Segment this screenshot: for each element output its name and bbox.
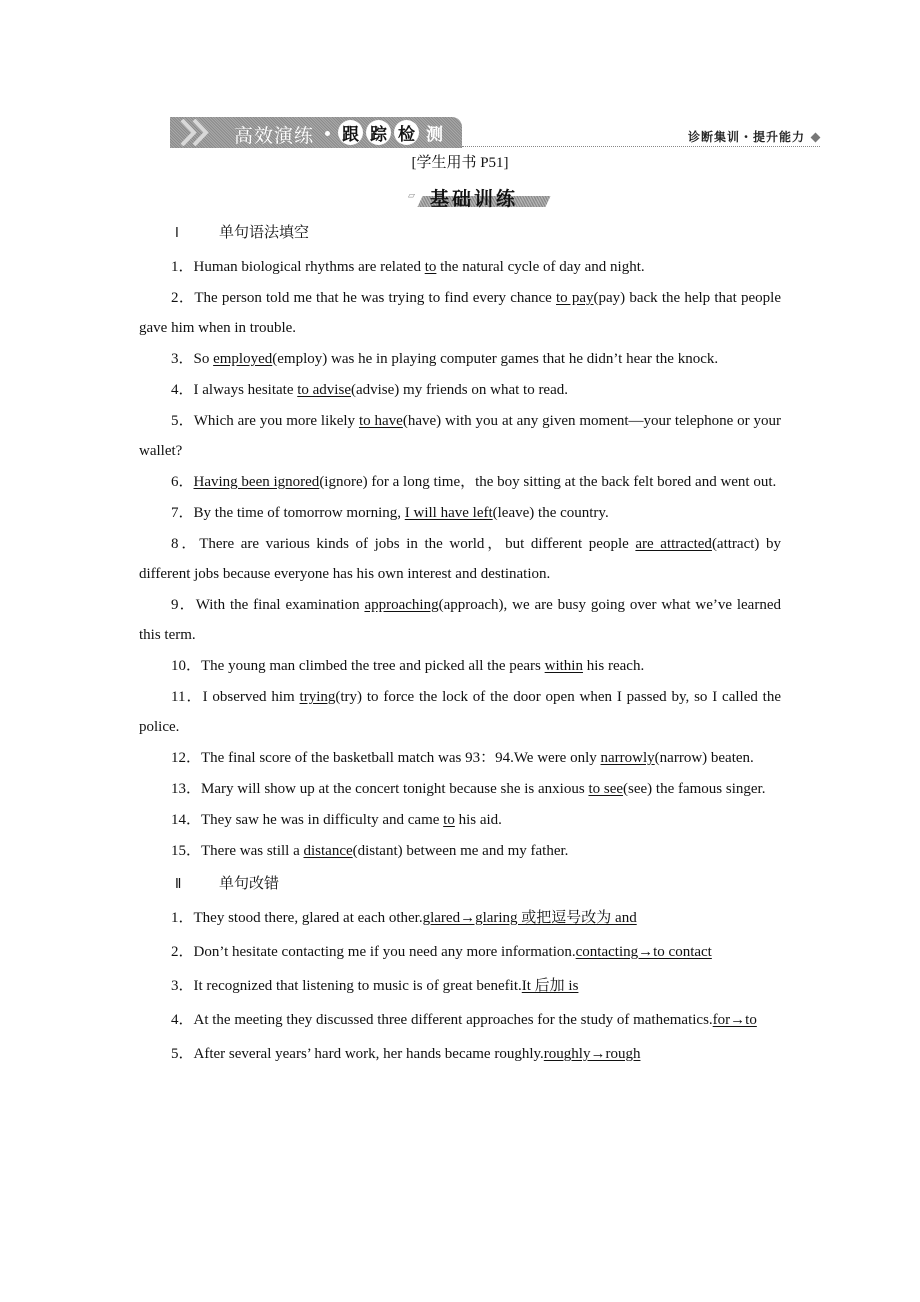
item-answer: employed xyxy=(213,351,273,367)
item-number: 9． xyxy=(171,597,196,613)
item-answer: roughly→rough xyxy=(543,1046,641,1062)
item-text: They saw he was in difficulty and came xyxy=(201,812,444,828)
item-text: (leave) the country. xyxy=(492,505,609,521)
exercise-item xyxy=(139,375,781,405)
item-number: 11． xyxy=(171,689,203,705)
item-text: (approach), we are busy going over what we’ve learned this term. xyxy=(139,597,781,643)
item-text: There are various kinds of jobs in the world，but different people xyxy=(199,536,636,552)
item-text: his reach. xyxy=(582,658,645,674)
double-chevron-icon xyxy=(178,119,218,146)
tag-icon: ▱ xyxy=(408,190,415,200)
item-answer: Having been ignored xyxy=(193,474,320,490)
exercise-item xyxy=(139,252,781,282)
exercise-item xyxy=(139,406,781,466)
item-answer: It 后加 is xyxy=(521,978,579,994)
item-text: Human biological rhythms are related xyxy=(193,259,425,275)
circled-char: 测 xyxy=(426,125,443,145)
book-reference: [学生用书 P51] xyxy=(411,155,509,171)
item-answer: for→to xyxy=(712,1012,757,1028)
header-right-text: 诊断集训・提升能力 xyxy=(688,130,806,144)
section-heading xyxy=(139,221,781,243)
item-answer: contacting→to contact xyxy=(575,944,712,960)
banner-circled-title xyxy=(338,120,447,145)
item-number: 3． xyxy=(171,978,194,994)
item-text: his aid. xyxy=(454,812,502,828)
item-answer: narrowly xyxy=(600,750,655,766)
separator-dot xyxy=(325,131,330,136)
section-title: 单句改错 xyxy=(219,874,280,892)
item-answer: to have xyxy=(358,413,403,429)
section-numeral: Ⅱ xyxy=(175,877,182,892)
item-text: There was still a xyxy=(201,843,304,859)
item-text: (see) the famous singer. xyxy=(623,781,766,797)
section-numeral: Ⅰ xyxy=(175,226,179,241)
item-text: So xyxy=(193,351,214,367)
item-text: The person told me that he was trying to find every chance xyxy=(194,290,557,306)
circled-char: 检 xyxy=(394,120,419,145)
item-text: (attract) by different jobs because everyone has his own interest and destination. xyxy=(139,536,781,582)
item-text: By the time of tomorrow morning, xyxy=(193,505,405,521)
exercise-item xyxy=(139,1039,781,1069)
item-number: 1． xyxy=(171,910,194,926)
exercise-content xyxy=(139,221,781,1070)
item-answer: distance xyxy=(303,843,353,859)
item-number: 14． xyxy=(171,812,202,828)
item-text: At the meeting they discussed three different approaches for the study of mathematics. xyxy=(193,1012,713,1028)
item-text: (employ) was he in playing computer games that he didn’t hear the knock. xyxy=(272,351,719,367)
item-text: Which are you more likely xyxy=(193,413,359,429)
exercise-item xyxy=(139,903,781,933)
exercise-item xyxy=(139,774,781,804)
item-text: (have) with you at any given moment—your telephone or your wallet? xyxy=(139,413,781,459)
item-number: 4． xyxy=(171,1012,194,1028)
section-banner xyxy=(408,184,550,210)
item-text: (narrow) beaten. xyxy=(654,750,754,766)
item-answer: are attracted xyxy=(635,536,712,552)
exercise-item xyxy=(139,344,781,374)
item-answer: to advise xyxy=(297,382,351,398)
exercise-item xyxy=(139,529,781,589)
section-heading xyxy=(139,872,781,894)
item-number: 4． xyxy=(171,382,194,398)
section-1-items xyxy=(139,252,781,866)
diamond-icon xyxy=(811,133,821,143)
section-2-items xyxy=(139,903,781,1069)
item-text: (distant) between me and my father. xyxy=(352,843,569,859)
exercise-item xyxy=(139,498,781,528)
exercise-item xyxy=(139,283,781,343)
item-number: 5． xyxy=(171,413,194,429)
exercise-item xyxy=(139,836,781,866)
item-number: 15． xyxy=(171,843,202,859)
item-answer: glared→glaring 或把逗号改为 and xyxy=(422,910,637,926)
item-answer: to xyxy=(424,259,437,275)
exercise-item xyxy=(139,467,781,497)
item-answer: to pay xyxy=(556,290,594,306)
exercise-item xyxy=(139,971,781,1001)
item-text: (pay) back the help that people gave him when in trouble. xyxy=(139,290,781,336)
item-text: The final score of the basketball match was 93：94.We were only xyxy=(201,750,601,766)
item-answer: to see xyxy=(588,781,624,797)
exercise-item xyxy=(139,590,781,650)
item-answer: I will have left xyxy=(404,505,493,521)
item-answer: within xyxy=(544,658,583,674)
item-number: 10． xyxy=(171,658,202,674)
item-text: Don’t hesitate contacting me if you need any more information. xyxy=(193,944,576,960)
exercise-item xyxy=(139,743,781,773)
circled-char: 跟 xyxy=(338,120,363,145)
item-number: 8． xyxy=(171,536,200,552)
item-text: Mary will show up at the concert tonight because she is anxious xyxy=(201,781,589,797)
item-text: They stood there, glared at each other. xyxy=(193,910,423,926)
item-number: 12． xyxy=(171,750,202,766)
exercise-item xyxy=(139,682,781,742)
header-divider xyxy=(462,146,820,147)
exercise-item xyxy=(139,937,781,967)
header-banner xyxy=(170,117,462,148)
item-answer: approaching xyxy=(364,597,439,613)
item-text: With the final examination xyxy=(195,597,365,613)
section-banner-label: 基础训练 xyxy=(430,188,519,210)
exercise-item xyxy=(139,805,781,835)
item-text: I observed him xyxy=(202,689,300,705)
item-number: 1． xyxy=(171,259,194,275)
item-number: 3． xyxy=(171,351,194,367)
item-number: 2． xyxy=(171,290,195,306)
item-text: It recognized that listening to music is of great benefit. xyxy=(193,978,522,994)
item-text: the natural cycle of day and night. xyxy=(436,259,645,275)
item-number: 6． xyxy=(171,474,194,490)
item-answer: to xyxy=(443,812,455,828)
item-answer: trying xyxy=(299,689,336,705)
exercise-item xyxy=(139,1005,781,1035)
item-text: I always hesitate xyxy=(193,382,298,398)
banner-title: 高效演练 xyxy=(234,125,315,147)
circled-char: 踪 xyxy=(366,120,391,145)
item-number: 2． xyxy=(171,944,194,960)
item-text: (advise) my friends on what to read. xyxy=(350,382,569,398)
item-number: 7． xyxy=(171,505,194,521)
item-text: (ignore) for a long time，the boy sitting at the back felt bored and went out. xyxy=(319,474,777,490)
exercise-item xyxy=(139,651,781,681)
item-text: After several years’ hard work, her hands became roughly. xyxy=(193,1046,544,1062)
item-number: 5． xyxy=(171,1046,194,1062)
item-text: (try) to force the lock of the door open when I passed by, so I called the police. xyxy=(139,689,782,735)
section-title: 单句语法填空 xyxy=(219,223,310,241)
item-text: The young man climbed the tree and picked all the pears xyxy=(201,658,545,674)
item-number: 13． xyxy=(171,781,202,797)
